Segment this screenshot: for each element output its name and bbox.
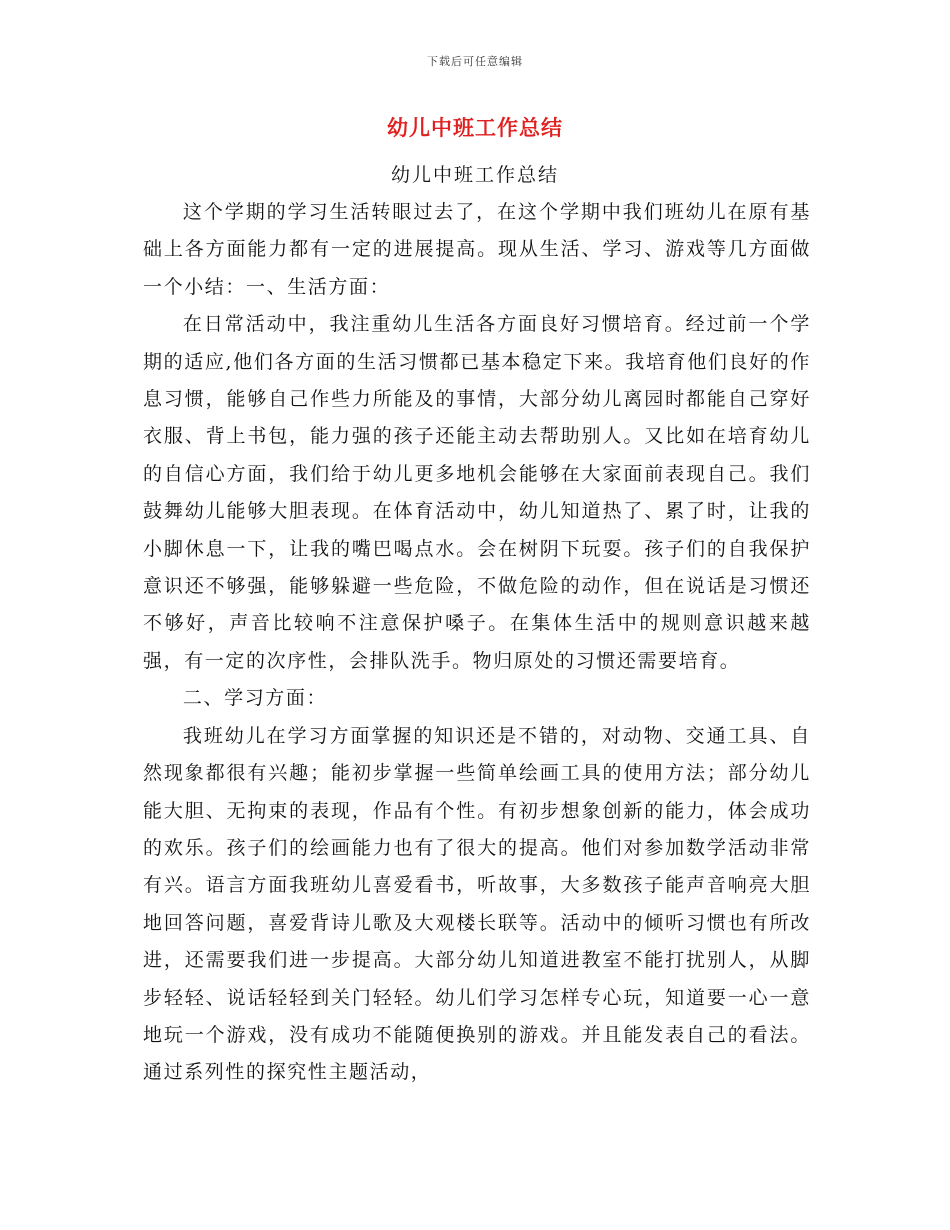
paragraph-study: 我班幼儿在学习方面掌握的知识还是不错的，对动物、交通工具、自然现象都很有兴趣；能初步掌握一些简单绘画工具的使用方法；部分幼儿能大胆、无拘束的表现，作品有个性。有初步想象创新的能力，体会成功的欢乐。孩子们的绘画能力也有了很大的提高。他们对参加数学活动非常有兴。语言方面我班幼儿喜爱看书，听故事，大多数孩子能声音响亮大胆地回答问题，喜爱背诗儿歌及大观楼长联等。活动中的倾听习惯也有所改进，还需要我们进一步提高。大部分幼儿知道进教室不能打扰别人，从脚步轻轻、说话轻轻到关门轻轻。幼儿们学习怎样专心玩，知道要一心一意地玩一个游戏，没有成功不能随便换别的游戏。并且能发表自己的看法。通过系列性的探究性主题活动， — [143, 724, 811, 1084]
document-body — [143, 194, 811, 1092]
section-heading-study: 二、学习方面： — [182, 687, 328, 710]
document-title: 幼儿中班工作总结 — [387, 116, 563, 140]
header-note: 下载后可任意编辑 — [427, 55, 523, 68]
paragraph-intro: 这个学期的学习生活转眼过去了，在这个学期中我们班幼儿在原有基础上各方面能力都有一定的进展提高。现从生活、学习、游戏等几方面做一个小结：一、生活方面： — [143, 201, 811, 298]
document-subtitle: 幼儿中班工作总结 — [390, 164, 559, 186]
paragraph-life: 在日常活动中，我注重幼儿生活各方面良好习惯培育。经过前一个学期的适应,他们各方面的生活习惯都已基本稳定下来。我培育他们良好的作息习惯，能够自己作些力所能及的事情，大部分幼儿离园时都能自己穿好衣服、背上书包，能力强的孩子还能主动去帮助别人。又比如在培育幼儿的自信心方面，我们给于幼儿更多地机会能够在大家面前表现自己。我们鼓舞幼儿能够大胆表现。在体育活动中，幼儿知道热了、累了时，让我的小脚休息一下，让我的嘴巴喝点水。会在树阴下玩耍。孩子们的自我保护意识还不够强，能够躲避一些危险，不做危险的动作，但在说话是习惯还不够好，声音比较响不注意保护嗓子。在集体生活中的规则意识越来越强，有一定的次序性，会排队洗手。物归原处的习惯还需要培育。 — [143, 313, 811, 672]
